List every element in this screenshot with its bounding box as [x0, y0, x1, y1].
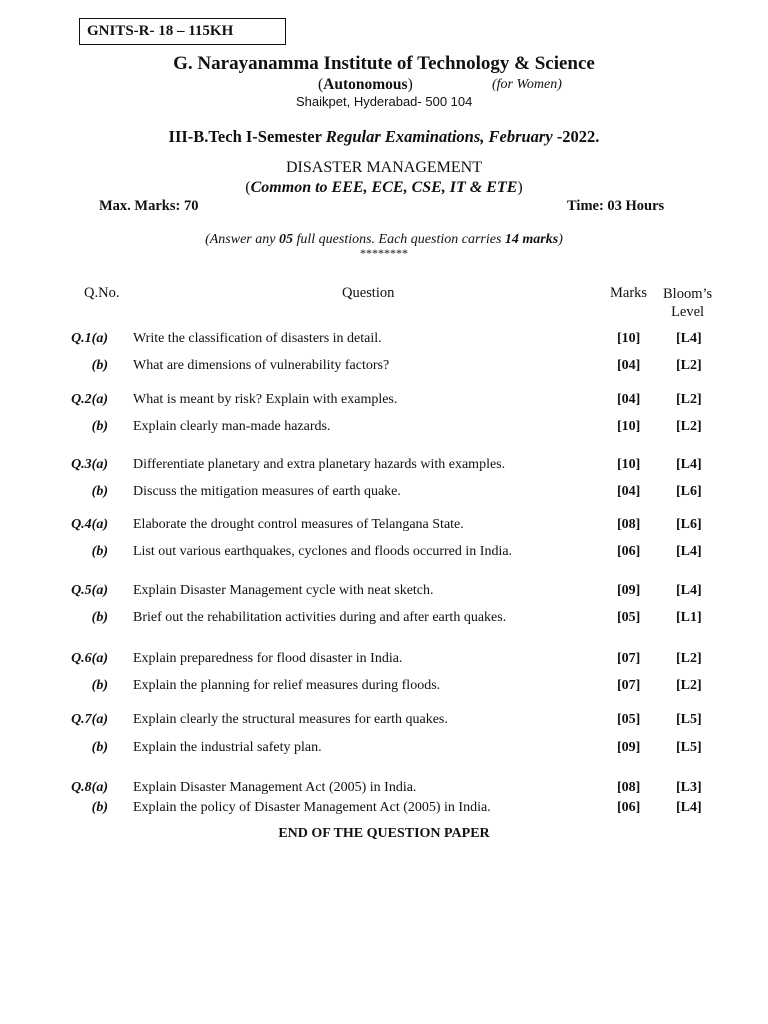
exam-title	[0, 127, 768, 147]
question-marks: [05]	[617, 610, 641, 625]
stars-divider: ********	[360, 246, 408, 260]
question-row	[0, 780, 768, 800]
question-text: What are dimensions of vulnerability factors?	[133, 358, 390, 373]
question-marks: [10]	[617, 457, 641, 472]
question-bloom-level: [L3]	[676, 780, 702, 795]
question-bloom-level: [L2]	[676, 419, 702, 434]
question-row	[0, 651, 768, 671]
question-marks: [08]	[617, 780, 641, 795]
header-qno: Q.No.	[84, 285, 120, 301]
autonomous-text: Autonomous	[323, 76, 408, 93]
question-row	[0, 678, 768, 698]
common-branches: (Common to EEE, ECE, CSE, IT & ETE)	[245, 179, 523, 196]
question-row	[0, 419, 768, 439]
question-text: Brief out the rehabilitation activities during and after earth quakes.	[133, 610, 507, 625]
for-women-label: (for Women)	[492, 77, 562, 92]
question-number: (b)	[91, 678, 108, 693]
question-number: (b)	[91, 484, 108, 499]
question-bloom-level: [L6]	[676, 517, 702, 532]
header-bloom: Bloom’s	[663, 286, 713, 302]
question-row	[0, 484, 768, 504]
question-number: Q.1(a)	[71, 331, 108, 346]
question-row	[0, 740, 768, 760]
question-bloom-level: [L5]	[676, 712, 702, 727]
question-bloom-level: [L4]	[676, 331, 702, 346]
common-branches-text: Common to EEE, ECE, CSE, IT & ETE	[250, 179, 518, 196]
question-text: List out various earthquakes, cyclones and floods occurred in India.	[133, 544, 513, 559]
question-marks: [08]	[617, 517, 641, 532]
question-marks: [09]	[617, 740, 641, 755]
question-number: (b)	[91, 800, 108, 815]
question-text: Elaborate the drought control measures of Telangana State.	[133, 517, 464, 532]
question-row	[0, 331, 768, 351]
question-row	[0, 583, 768, 603]
question-text: What is meant by risk? Explain with examples.	[133, 392, 398, 407]
question-bloom-level: [L4]	[676, 457, 702, 472]
question-marks: [05]	[617, 712, 641, 727]
exam-time: Time: 03 Hours	[567, 198, 665, 214]
instructions-marks: 14 marks	[504, 232, 559, 247]
question-bloom-level: [L4]	[676, 544, 702, 559]
question-marks: [04]	[617, 484, 641, 499]
question-marks: [06]	[617, 800, 641, 815]
question-number: Q.8(a)	[71, 780, 108, 795]
instructions-count: 05	[278, 232, 293, 247]
question-number: (b)	[91, 610, 108, 625]
question-marks: [07]	[617, 678, 641, 693]
max-marks: Max. Marks: 70	[99, 198, 199, 214]
question-marks: [10]	[617, 419, 641, 434]
header-bloom-level	[663, 285, 712, 321]
question-number: Q.4(a)	[71, 517, 108, 532]
exam-year: -2022.	[552, 127, 600, 146]
exam-course: III-B.Tech I-Semester	[168, 127, 326, 146]
question-row	[0, 544, 768, 564]
question-number: Q.5(a)	[71, 583, 108, 598]
question-text: Explain clearly the structural measures for earth quakes.	[133, 712, 448, 727]
subject-title: DISASTER MANAGEMENT	[286, 159, 482, 176]
exam-type: Regular Examinations, February	[325, 127, 553, 146]
question-row	[0, 392, 768, 412]
institute-name: G. Narayanamma Institute of Technology & Science	[173, 53, 595, 74]
question-marks: [07]	[617, 651, 641, 666]
question-row	[0, 517, 768, 537]
question-bloom-level: [L2]	[676, 392, 702, 407]
question-marks: [09]	[617, 583, 641, 598]
question-text: Explain the planning for relief measures during floods.	[133, 678, 441, 693]
paper-code: GNITS-R- 18 – 115KH	[79, 18, 286, 45]
question-text: Write the classification of disasters in detail.	[133, 331, 382, 346]
question-bloom-level: [L2]	[676, 678, 702, 693]
header-marks: Marks	[610, 285, 648, 301]
instructions-part1: (Answer any	[205, 232, 279, 247]
question-number: (b)	[91, 544, 108, 559]
instructions-part2: full questions. Each question carries	[292, 232, 505, 247]
question-number: Q.3(a)	[71, 457, 108, 472]
question-number: Q.2(a)	[71, 392, 108, 407]
question-marks: [04]	[617, 358, 641, 373]
institute-address: Shaikpet, Hyderabad- 500 104	[296, 94, 473, 109]
question-number: (b)	[91, 419, 108, 434]
question-bloom-level: [L2]	[676, 358, 702, 373]
question-number: (b)	[91, 740, 108, 755]
instructions-part3: )	[558, 232, 563, 247]
question-row	[0, 712, 768, 732]
question-bloom-level: [L2]	[676, 651, 702, 666]
question-text: Explain preparedness for flood disaster in India.	[133, 651, 403, 666]
question-text: Explain Disaster Management Act (2005) in India.	[133, 780, 417, 795]
question-marks: [06]	[617, 544, 641, 559]
question-number: (b)	[91, 358, 108, 373]
question-row	[0, 358, 768, 378]
question-text: Explain the industrial safety plan.	[133, 740, 322, 755]
question-text: Explain the policy of Disaster Management Act (2005) in India.	[133, 800, 491, 815]
question-bloom-level: [L4]	[676, 800, 702, 815]
question-bloom-level: [L1]	[676, 610, 702, 625]
question-bloom-level: [L5]	[676, 740, 702, 755]
header-level: Level	[671, 304, 705, 320]
question-row	[0, 800, 768, 820]
question-bloom-level: [L4]	[676, 583, 702, 598]
question-marks: [04]	[617, 392, 641, 407]
question-text: Explain Disaster Management cycle with neat sketch.	[133, 583, 434, 598]
end-of-paper: END OF THE QUESTION PAPER	[278, 826, 490, 841]
question-row	[0, 610, 768, 630]
question-text: Explain clearly man-made hazards.	[133, 419, 331, 434]
question-number: Q.7(a)	[71, 712, 108, 727]
header-question: Question	[342, 285, 395, 301]
question-text: Differentiate planetary and extra planetary hazards with examples.	[133, 457, 506, 472]
autonomous-label: (Autonomous)	[318, 76, 413, 93]
question-marks: [10]	[617, 331, 641, 346]
question-bloom-level: [L6]	[676, 484, 702, 499]
question-row	[0, 457, 768, 477]
question-number: Q.6(a)	[71, 651, 108, 666]
question-text: Discuss the mitigation measures of earth quake.	[133, 484, 401, 499]
